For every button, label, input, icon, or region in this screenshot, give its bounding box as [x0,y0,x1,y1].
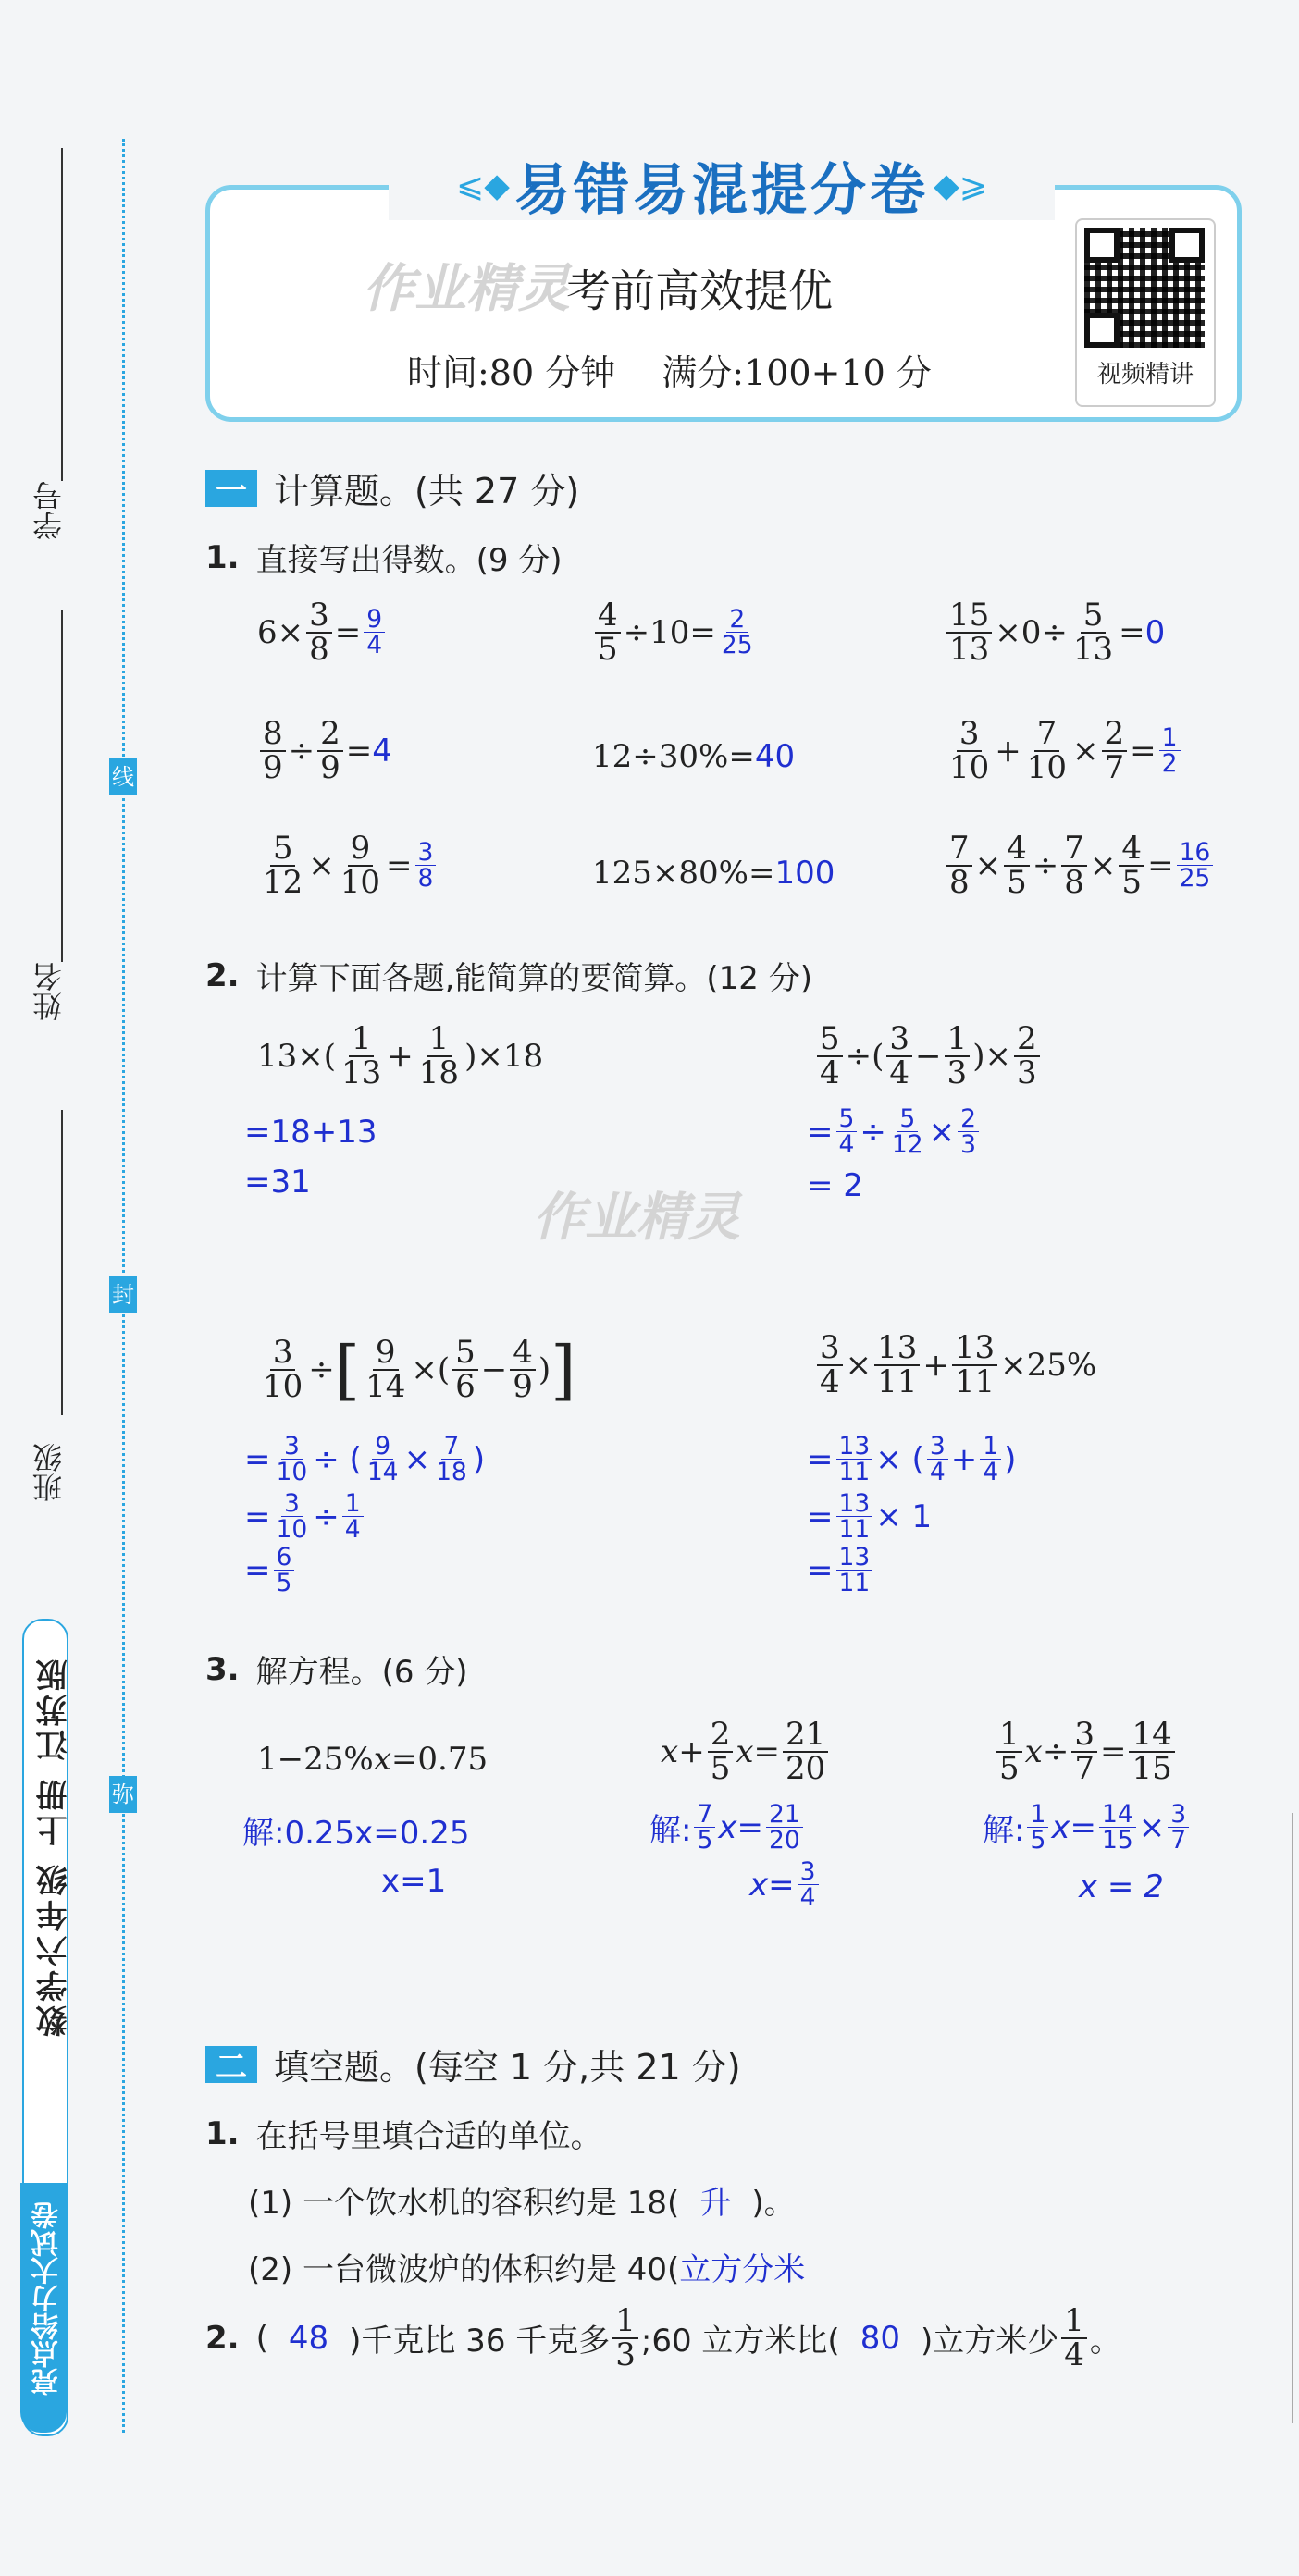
time-label: 时间:80 分钟 [407,352,616,393]
q1-item-7: $\frac{5}{12}$ × $\frac{9}{10}$ = $\frac{3}{8}$ [257,832,439,898]
q2-a-step-2: =31 [244,1164,311,1201]
q1-item-1: 6× $\frac{3}{8}$ = $\frac{9}{4}$ [257,599,388,665]
answer: $\frac{1}{2}$ [1159,725,1181,776]
q1-heading [205,535,563,580]
answer: 40 [754,738,796,775]
left-margin [0,0,134,2576]
s2-q1-2 [248,2244,805,2289]
q2-a-step-1: =18+13 [244,1114,377,1151]
book-text: 数学六年级 上册 江苏版 [36,1656,73,2037]
s2-q1-1 [248,2177,796,2223]
section1-heading [205,462,579,513]
q2-heading [205,953,812,998]
q3-a-step-2: x=1 [381,1863,447,1900]
q1-item-6: $\frac{3}{10}$ + $\frac{7}{10}$ × $\frac{2}{7}$ = $\frac{1}{2}$ [944,718,1183,783]
q1-item-3: $\frac{15}{13}$ ×0÷ $\frac{5}{13}$ = 0 [944,599,1165,665]
q1-text: 直接写出得数。(9 分) [255,542,563,579]
header-subtitle: 考前高效提优 [566,265,834,317]
q2-c-step-3: = $\frac{6}{5}$ [244,1545,297,1596]
q1-item-5: 12÷30%= 40 [592,738,796,775]
q2-d-step-3: = $\frac{13}{11}$ [807,1545,875,1596]
score-label: 满分:100+10 分 [662,352,932,393]
qr-label: 视频精讲 [1096,361,1194,388]
s2-q2: 2. ( 48 )千克比 36 千克多 $\frac{1}{3}$ ;60 立方米比( 80 )立方米少 $\frac{1}{4}$ 。 [205,2302,1121,2373]
q2-b-step-1: = $\frac{5}{4}$ ÷ $\frac{5}{12}$ × $\frac{2}{3}$ [807,1106,982,1157]
q3-a-step-1: 解:0.25x=0.25 [242,1815,470,1852]
q2-d-step-1: = $\frac{13}{11}$ × ( $\frac{3}{4}$ + $\frac{1}{4}$ ) [807,1432,1017,1487]
q3-heading [205,1646,468,1692]
answer: $\frac{2}{25}$ [721,605,753,660]
s2-q1-number: 1. [205,2114,240,2152]
header-meta [407,344,932,395]
q1-item-8: 125×80%= 100 [592,855,835,892]
q2-d: $\frac{3}{4}$ × $\frac{13}{11}$ + $\frac{13}{11}$ ×25% [814,1332,1096,1398]
section2-title: 填空题。(每空 1 分,共 21 分) [274,2047,741,2088]
q3-c: $\frac{1}{5}$ x ÷ $\frac{3}{7}$ = $\frac{14}{15}$ [994,1719,1178,1784]
section2-tag: 二 [205,2046,257,2083]
watermark-2: 作业精灵 [533,1188,740,1248]
q-text: )。 [751,2185,796,2222]
qr-pattern [1084,228,1205,348]
seal-mark: 封 [109,1276,137,1313]
q2-b-step-2: = 2 [807,1167,863,1204]
q2-number: 2. [205,956,240,994]
qr-code[interactable] [1075,218,1216,407]
q2-text: 计算下面各题,能简算的要简算。(12 分) [255,960,812,997]
s2-q1-heading [205,2111,602,2156]
answer: 100 [774,855,835,892]
q2-d-step-2: = $\frac{13}{11}$ × 1 [807,1489,933,1545]
series-text: 亮点给力大试卷 [31,2201,64,2396]
q3-number: 3. [205,1650,240,1688]
q-text: ;60 立方米比( [640,2323,840,2360]
answer: 立方分米 [679,2251,806,2288]
q2-b: $\frac{5}{4}$ ÷( $\frac{3}{4}$ − $\frac{1}{3}$ )× $\frac{2}{3}$ [814,1023,1043,1089]
q1-item-4: $\frac{8}{9}$ ÷ $\frac{2}{9}$ = 4 [257,718,392,783]
q3-b-step-1: 解: $\frac{7}{5}$ x = $\frac{21}{20}$ [650,1802,806,1853]
class-label: 班级 [31,1443,67,1502]
right-margin-line [1292,1813,1293,2423]
answer: 48 [288,2319,329,2357]
q-text: )千克比 36 千克多 [349,2323,611,2360]
solve-label: 解: [650,1812,692,1850]
answer: $\frac{3}{8}$ [415,840,437,891]
solve-label: 解: [983,1812,1025,1850]
section1-tag: 一 [205,470,257,507]
title-deco-left: ⩽◆ [456,166,510,205]
title-deco-right: ◆⩾ [934,166,987,205]
q3-c-step-1: 解: $\frac{1}{5}$ x = $\frac{14}{15}$ × $\frac{3}{7}$ [983,1802,1192,1853]
seal-mark-2: 弥 [109,1776,137,1813]
q1-item-2: $\frac{4}{5}$ ÷10= $\frac{2}{25}$ [592,599,759,665]
q2-c-step-1: = $\frac{3}{10}$ ÷ ( $\frac{9}{14}$ × $\frac{7}{18}$ ) [244,1432,486,1487]
answer: $\frac{9}{4}$ [364,607,385,658]
q3-b-step-2: x = $\frac{3}{4}$ [749,1859,822,1910]
answer: 0 [1144,613,1166,651]
answer: 4 [372,732,392,770]
q2-c-step-2: = $\frac{3}{10}$ ÷ $\frac{1}{4}$ [244,1491,366,1542]
q3-text: 解方程。(6 分) [255,1654,468,1691]
q3-b: x + $\frac{2}{5}$ x = $\frac{21}{20}$ [661,1719,831,1784]
student-number-label: 学号 [31,481,67,540]
name-label: 姓名 [31,962,67,1021]
q2-c: $\frac{3}{10}$ ÷ [ $\frac{9}{14}$ ×( $\frac{5}{6}$ − $\frac{4}{9}$ ) ] [263,1332,576,1408]
q-text: (2) 一台微波炉的体积约是 40( [248,2251,680,2288]
section1-title: 计算题。(共 27 分) [274,471,580,512]
section2-heading [205,2039,741,2089]
s2-q2-number: 2. [205,2319,240,2357]
q-text: 。 [1089,2323,1121,2360]
q-text: )立方米少 [920,2323,1059,2360]
answer: 80 [860,2319,900,2357]
line-mark: 线 [109,758,137,795]
page-title: 易错易混提分卷 [514,158,929,223]
watermark: 作业精灵 [363,259,570,319]
answer: 升 [699,2185,732,2222]
q2-a: 13×( $\frac{1}{13}$ + $\frac{1}{18}$ )×18 [257,1020,544,1091]
q3-a: 1−25%x=0.75 [257,1741,489,1778]
answer: $\frac{16}{25}$ [1177,840,1214,891]
header-title [389,146,1055,223]
q-text: ( [255,2319,268,2357]
s2-q1-text: 在括号里填合适的单位。 [255,2118,602,2155]
q-text: (1) 一个饮水机的容积约是 18( [248,2185,680,2222]
q1-item-9: $\frac{7}{8}$ × $\frac{4}{5}$ ÷ $\frac{7}{8}$ × $\frac{4}{5}$ = $\frac{16}{25}$ [944,832,1216,898]
q3-c-step-2: x = 2 [1079,1868,1164,1905]
q1-number: 1. [205,538,240,576]
